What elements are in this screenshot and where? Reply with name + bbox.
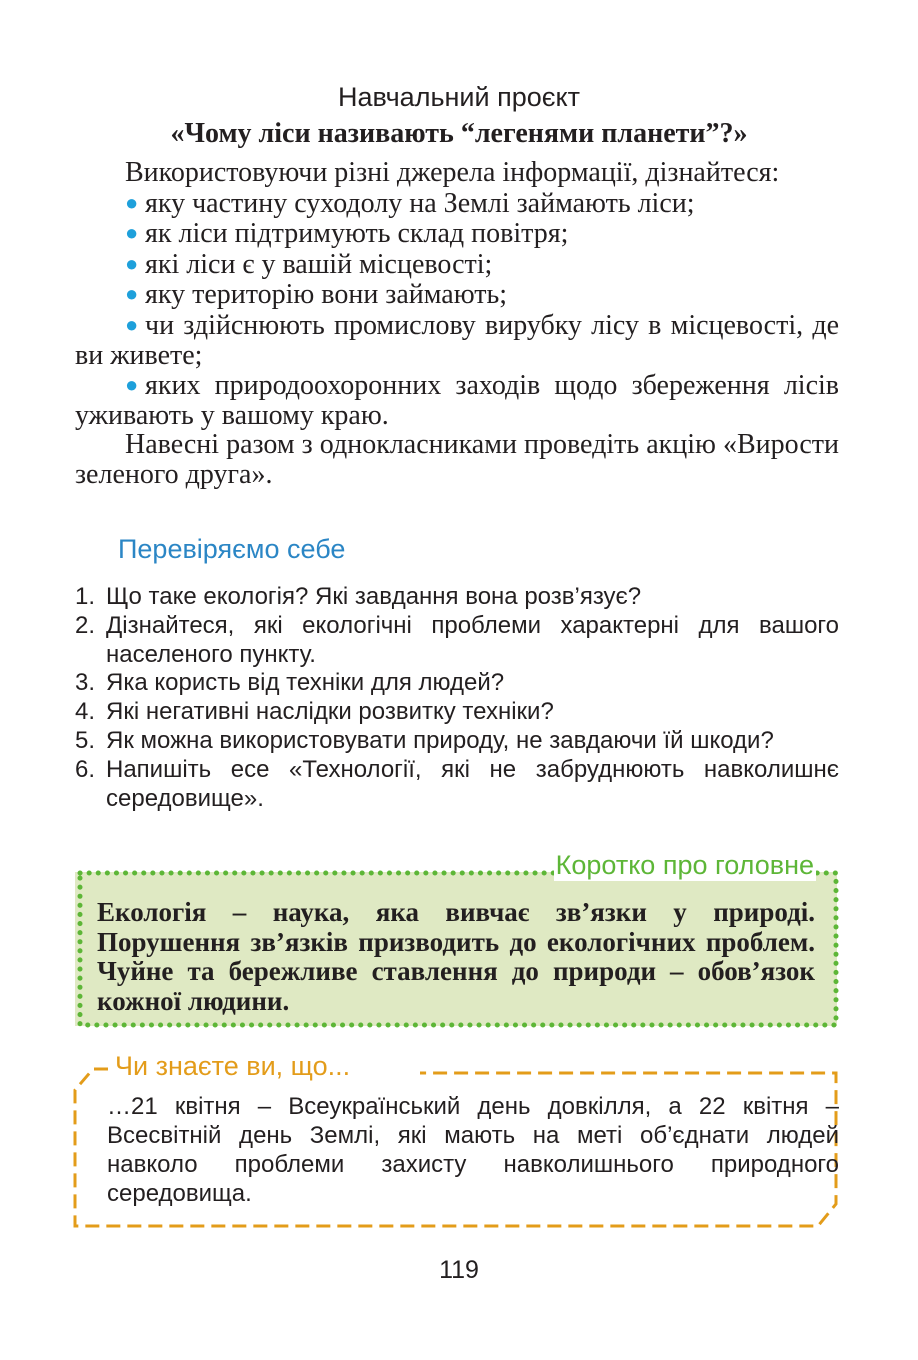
bullet-icon: ● — [125, 281, 139, 307]
question-text: Що таке екологія? Які завдання вона розв’язує? — [106, 583, 642, 610]
bullet-icon: ● — [125, 311, 139, 337]
did-you-know-text: …21 квітня – Всеукраїнський день довкілля, а 22 квітня – Всесвітній день Землі, які мають на меті об’єднати людей навколо проблеми захисту навколишнього природного середовища. — [107, 1093, 839, 1207]
question-text: Дізнайтеся, які екологічні проблеми характерні для вашого населеного пункту. — [106, 611, 839, 668]
task-list-item: ● як ліси підтримують склад повітря; — [125, 218, 569, 250]
bullet-icon: ● — [125, 250, 139, 276]
bullet-icon: ● — [125, 220, 139, 246]
question-number: 5. — [75, 726, 96, 754]
project-heading: Навчальний проєкт — [337, 82, 581, 112]
question-number: 1. — [75, 583, 96, 610]
summary-text: Екологія – наука, яка вивчає зв’язки у природі. Порушення зв’язків призводить до екологічних проблем. Чуйне та бережливе ставлення до природи – обов’язок кожної людини. — [97, 897, 815, 1016]
question-text: Напишіть есе «Технології, які не забруднюють навколишнє середовище». — [106, 755, 839, 812]
question-text: Як можна використовувати природу, не завдаючи їй шкоди? — [106, 726, 774, 754]
check-yourself-heading: Перевіряємо себе — [118, 534, 346, 564]
task-list-item: ● чи здійснюють промислову вирубку лісу в місцевості, де ви живете; — [75, 309, 839, 371]
task-list-item: ● які ліси є у вашій місцевості; — [125, 248, 493, 280]
task-list-item: ● яких природоохоронних заходів щодо збереження лісів уживають у вашому краю. — [75, 370, 839, 431]
task-list-item: ● яку частину суходолу на Землі займають ліси; — [125, 187, 695, 219]
project-title: «Чому ліси називають “легенями планети”?» — [170, 118, 748, 149]
bullet-icon: ● — [125, 372, 139, 398]
task-list-item: ● яку територію вони займають; — [125, 279, 508, 311]
summary-heading: Коротко про головне — [555, 850, 814, 880]
question-text: Які негативні наслідки розвитку техніки? — [106, 698, 554, 726]
question-text: Яка користь від техніки для людей? — [106, 669, 505, 697]
question-number: 4. — [75, 698, 96, 726]
did-you-know-heading: Чи знаєте ви, що... — [113, 1051, 354, 1082]
question-number: 3. — [75, 669, 96, 697]
project-intro: Використовуючи різні джерела інформації, дізнайтеся: — [125, 157, 780, 188]
question-number: 2. — [75, 611, 96, 639]
question-number: 6. — [75, 755, 96, 783]
project-closing: Навесні разом з однокласниками проведіть акцію «Вирости зеленого друга». — [75, 429, 839, 490]
page-number: 119 — [439, 1256, 479, 1284]
bullet-icon: ● — [125, 189, 139, 215]
